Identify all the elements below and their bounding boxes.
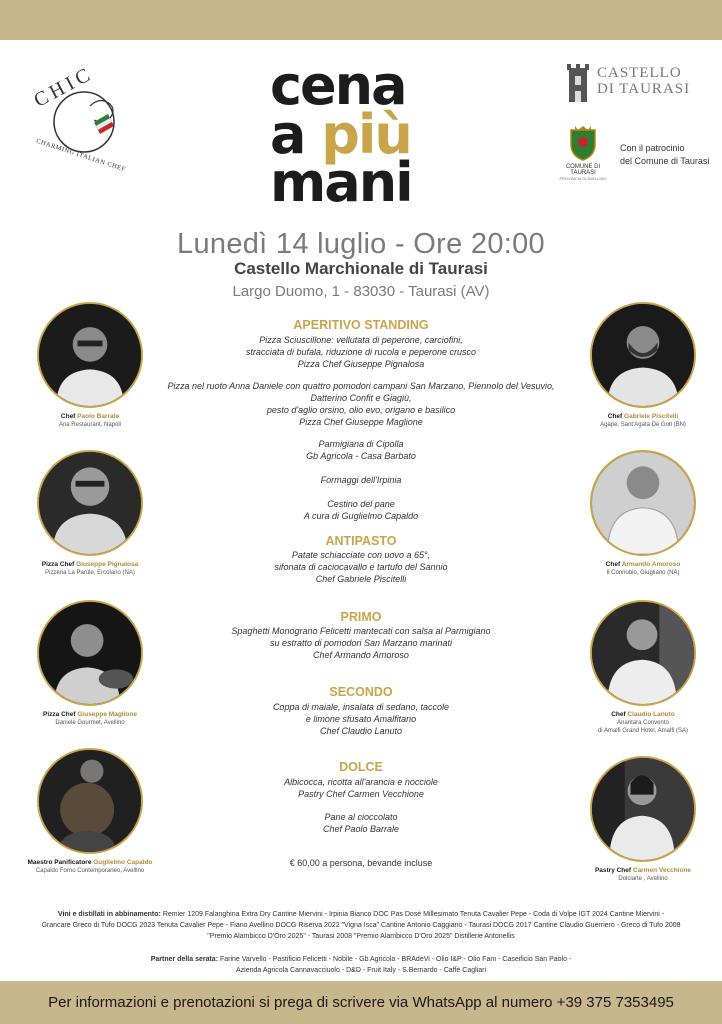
castello-logo <box>565 60 690 104</box>
wines-label: Vini e distillati in abbinamento: <box>57 911 161 918</box>
dish-coppa-di-maiale <box>150 701 572 737</box>
chef-role: Chef <box>60 413 76 420</box>
chef-role: Pastry Chef <box>594 867 632 874</box>
partners-label: Partner della serata: <box>150 956 219 963</box>
section-title-primo: PRIMO <box>340 610 382 624</box>
chef-role: Pizza Chef <box>43 711 76 718</box>
title-piu: più <box>321 102 411 166</box>
chef-name: Giuseppe Pignalosa <box>76 561 139 568</box>
wines-pairing <box>40 910 682 943</box>
chef-photo <box>590 600 696 706</box>
price: € 60,00 a persona, bevande incluse <box>289 858 433 868</box>
dish-albicocca <box>150 776 572 800</box>
chef-name: Claudio Lanuto <box>627 711 675 718</box>
event-title <box>270 54 470 215</box>
chef-card-giuseppe-pignalosa <box>15 450 165 578</box>
chef-place: Pizzeria La Parùle, Ercolano (NA) <box>45 570 135 576</box>
dish-line: Pizza nel ruoto Anna Daniele con quattro pomodori campani San Marzano, Piennolo del Vesuvio, <box>167 381 555 391</box>
partners-line-1: Farine Varvello - Pastificio Felicetti - Nobile - Gb Agricola - BRAdeVi - Olio I&P - Olio Fam - Caseificio San Paolo - <box>219 956 572 963</box>
chef-place: Dolciarte , Avellino <box>618 876 668 882</box>
dish-line: Coppa di maiale, insalata di sedano, taccole <box>272 702 450 712</box>
dish-chef: Pizza Chef Giuseppe Pignalosa <box>297 359 425 370</box>
dish-line: Spaghetti Monograno Felicetti mantecati con salsa al Parmigiano <box>231 626 491 636</box>
castello-line-1: CASTELLO <box>597 65 682 82</box>
section-title-aperitivo: APERITIVO STANDING <box>293 318 429 332</box>
chic-logo-text: CHIC <box>30 62 97 112</box>
dish-parmigiana <box>150 438 572 462</box>
chef-role: Pizza Chef <box>41 561 75 568</box>
chef-place-line-2: di Amalfi Grand Hotel, Amalfi (SA) <box>597 727 689 734</box>
chef-photo <box>590 302 696 408</box>
dish-line: Pane al cioccolato <box>324 812 398 822</box>
coat-of-arms-icon <box>567 124 599 162</box>
dish-line: su estratto di pomodori San Marzano marinati <box>269 638 453 649</box>
chef-card-giuseppe-maglione <box>15 600 165 728</box>
chef-card-gabriele-piscitelli <box>568 302 718 430</box>
castle-tower-icon <box>565 60 591 104</box>
chef-role: Chef <box>607 413 623 420</box>
dish-chef: A cura di Guglielmo Capaldo <box>303 511 419 522</box>
chef-photo <box>37 600 143 706</box>
section-title-antipasto: ANTIPASTO <box>325 534 397 548</box>
section-title-secondo: SECONDO <box>329 685 393 699</box>
chic-logo <box>28 62 140 176</box>
chef-card-carmen-vecchione <box>568 756 718 884</box>
dish-formaggi <box>150 474 572 486</box>
chef-photo <box>37 450 143 556</box>
dish-patate <box>150 549 572 585</box>
chef-card-paolo-barrale <box>15 302 165 430</box>
dish-chef: Chef Gabriele Piscitelli <box>315 574 407 585</box>
dish-chef: Chef Paolo Barrale <box>322 824 400 835</box>
dish-chef: Chef Claudio Lanuto <box>319 726 403 737</box>
chef-photo <box>37 302 143 408</box>
chef-place: Ana Restaurant, Napoli <box>58 422 122 428</box>
contact-text: Per informazioni e prenotazioni si prega di scrivere via WhatsApp al numero +39 375 7353495 <box>48 994 674 1011</box>
title-line-3: mani <box>270 151 412 215</box>
title-line-1: cena <box>270 54 406 117</box>
wines-line-2: Grancare Greco di Tufo DOCG 2023 Tenuta Cavalier Pepe - Fiano Avellino DOCG Riserva 2022 "Vigna Isca" Cantine Antonio Caggiano - Taurasi DOCG 2017 Cantine Claudio Guerriero - Greco di Tufo 2008 <box>41 921 681 929</box>
dish-line: stracciata di bufala, riduzione di rucola e peperone crusco <box>245 347 477 358</box>
dish-spaghetti <box>150 625 572 661</box>
chef-place-line-1: Anantara Convento <box>617 720 669 726</box>
chef-name: Gabriele Piscitelli <box>624 413 679 420</box>
chef-name: Paolo Barrale <box>77 413 120 420</box>
chef-photo <box>590 450 696 556</box>
dish-line: Patate schiacciate con uovo a 65°, <box>291 550 431 560</box>
dish-pane-al-cioccolato <box>150 811 572 835</box>
top-band <box>0 0 722 40</box>
dish-pizza-nel-ruoto <box>150 380 572 429</box>
chef-name: Giuseppe Maglione <box>77 711 137 718</box>
dish-line: Cestino del pane <box>327 499 395 509</box>
chef-name: Armando Amoroso <box>621 561 681 568</box>
event-date: Lunedì 14 luglio - Ore 20:00 <box>177 228 545 260</box>
chef-role: Maestro Panificatore <box>27 859 92 866</box>
partners <box>60 955 662 977</box>
chef-card-guglielmo-capaldo <box>15 748 165 876</box>
patrocinio-line-2: del Comune di Taurasi <box>620 155 710 166</box>
partners-line-2: Azienda Agricola Cannavacciuolo - D&D - Fruit Italy - S.Bernardo - Caffè Cagliari <box>235 966 487 974</box>
section-title-dolce: DOLCE <box>339 760 383 774</box>
wines-line-1: Remier 1209 Falanghina Extra Dry Cantine Miervini - Irpinia Bianco DOC Pas Dosè Millesimato Tenuta Cavalier Pepe - Coda di Volpe IGT 2024 Cantine Miervini - <box>162 911 665 918</box>
castello-line-2: DI TAURASI <box>597 81 691 97</box>
dish-chef: Pizza Chef Giuseppe Maglione <box>299 417 423 428</box>
chef-role: Chef <box>611 711 626 718</box>
contact-band <box>0 981 722 1024</box>
chef-photo <box>590 756 696 862</box>
comune-name: COMUNE DI TAURASI <box>565 164 601 176</box>
dish-pizza-sciuscillone <box>150 334 572 370</box>
comune-patronage <box>556 124 709 181</box>
event-address: Largo Duomo, 1 - 83030 - Taurasi (AV) <box>232 283 490 300</box>
title-a: a <box>270 102 305 166</box>
event-venue: Castello Marchionale di Taurasi <box>234 259 488 278</box>
chef-place: Capaldo Forno Contemporaneo, Avellino <box>35 868 145 874</box>
dish-chef: Chef Armando Amoroso <box>313 650 409 661</box>
chef-photo <box>37 748 143 854</box>
dish-line: e limone sfusato Amalfitano <box>305 714 417 725</box>
chef-name: Guglielmo Capaldo <box>93 859 153 866</box>
wines-line-3: "Premio Alambicco D'Oro 2025" - Taurasi 2008 "Premio Alambicco D'Oro 2025" Distillerie Antonellis <box>207 932 515 940</box>
dish-line: Formaggi dell'Irpinia <box>320 475 402 485</box>
chef-card-armando-amoroso <box>568 450 718 578</box>
chef-role: Chef <box>605 561 621 568</box>
dish-line: Datterino Confit e Giagiù, <box>310 393 412 404</box>
dish-line: pesto d'aglio orsino, olio evo, origano e basilico <box>266 405 456 416</box>
dish-line: Albicocca, ricotta all'arancia e nocciole <box>284 777 438 787</box>
dish-cestino-pane <box>150 498 572 522</box>
dish-line: sifonata di caciocavallo e tartufo del Sannio <box>274 562 448 573</box>
dish-line: Pizza Sciuscillone: vellutata di peperone, carciofini, <box>259 335 463 345</box>
chef-name: Carmen Vecchione <box>632 867 692 874</box>
comune-province: PROVINCIA DI AVELLINO <box>559 176 607 181</box>
dish-chef: Gb Agricola - Casa Barbato <box>306 451 416 462</box>
dish-chef: Pastry Chef Carmen Vecchione <box>298 789 424 800</box>
dish-line: Parmigiana di Cipolla <box>318 439 404 449</box>
chef-place: Daniele Gourmet, Avellino <box>55 720 125 726</box>
chef-place: Agape, Sant'Agata De Goti (BN) <box>600 422 686 428</box>
chef-place: Il Connubio, Giugliano (NA) <box>606 570 680 576</box>
chic-logo-subtitle: CHARMING ITALIAN CHEF <box>35 137 127 174</box>
chef-card-claudio-lanuto <box>568 600 718 736</box>
patrocinio-line-1: Con il patrocinio <box>620 143 685 153</box>
